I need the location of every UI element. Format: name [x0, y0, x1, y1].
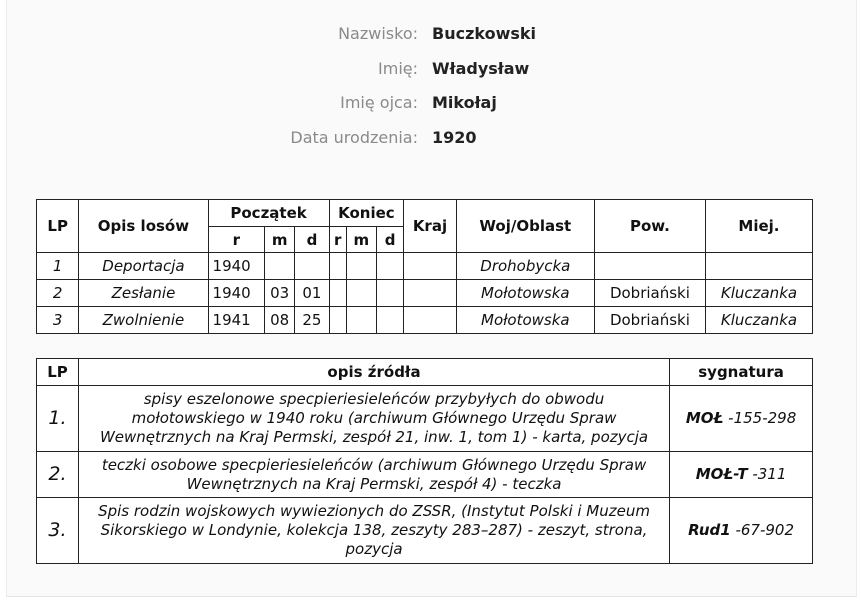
col-kraj: Kraj	[404, 200, 456, 253]
col-poczatek: Początek	[208, 200, 329, 227]
source-lp: 2.	[37, 452, 79, 498]
event-start-month: 03	[265, 280, 295, 307]
father-name-label: Imię ojca:	[340, 93, 418, 112]
sources-table	[36, 358, 813, 564]
event-lp: 1	[37, 253, 79, 280]
event-district: Dobriański	[594, 307, 705, 334]
event-start-day: 25	[295, 307, 329, 334]
event-desc: Deportacja	[79, 253, 208, 280]
surname-value: Buczkowski	[432, 24, 537, 43]
table-row	[37, 253, 813, 280]
signature-code: MOŁ	[685, 409, 724, 427]
event-start-day	[295, 253, 329, 280]
event-district: Dobriański	[594, 280, 705, 307]
col-woj: Woj/Oblast	[456, 200, 594, 253]
event-end-day	[377, 253, 404, 280]
event-end-year	[329, 253, 346, 280]
signature-code: Rud1	[688, 521, 731, 539]
source-signature	[670, 386, 813, 452]
birth-date-row	[7, 126, 856, 161]
source-desc: spisy eszelonowe specpieriesieleńców przybyłych do obwodu mołotowskiego w 1940 roku (archiwum Głównego Urzędu Spraw Wewnętrznych na Kraj Permski, zespół 21, inw. 1, tom 1) - karta, pozycja	[78, 386, 669, 452]
event-end-month	[346, 253, 376, 280]
col-koniec: Koniec	[329, 200, 404, 227]
event-country	[404, 307, 456, 334]
record-panel	[6, 0, 857, 597]
signature-number: -311	[747, 465, 787, 483]
event-oblast: Mołotowska	[456, 307, 594, 334]
event-country	[404, 253, 456, 280]
table-row	[37, 452, 813, 498]
signature-number: -155-298	[723, 409, 797, 427]
event-end-year	[329, 280, 346, 307]
event-district	[594, 253, 705, 280]
col-end-d: d	[377, 227, 404, 253]
event-end-day	[377, 280, 404, 307]
signature-number: -67-902	[730, 521, 794, 539]
birth-date-value: 1920	[432, 127, 477, 147]
table-row	[37, 307, 813, 334]
father-name-value: Mikołaj	[432, 93, 497, 112]
col-start-d: d	[295, 227, 329, 253]
first-name-label: Imię:	[378, 58, 418, 78]
event-place	[705, 253, 812, 280]
event-lp: 3	[37, 307, 79, 334]
event-start-year: 1940	[208, 280, 265, 307]
table-row	[37, 280, 813, 307]
source-desc: Spis rodzin wojskowych wywiezionych do ZSSR, (Instytut Polski i Muzeum Sikorskiego w Londynie, kolekcja 138, zeszyty 283–287) - zeszyt, strona, pozycja	[78, 498, 669, 564]
source-signature	[670, 498, 813, 564]
event-end-month	[346, 307, 376, 334]
col-lp: LP	[37, 200, 79, 253]
col-start-r: r	[208, 227, 265, 253]
source-desc: teczki osobowe specpieriesieleńców (archiwum Głównego Urzędu Spraw Wewnętrznych na Kraj Permski, zespół 4) - teczka	[78, 452, 669, 498]
col-end-m: m	[346, 227, 376, 253]
event-start-month: 08	[265, 307, 295, 334]
event-end-day	[377, 307, 404, 334]
col-source-desc: opis źródła	[78, 359, 669, 386]
col-miej: Miej.	[705, 200, 812, 253]
first-name-row	[7, 57, 856, 92]
person-details	[7, 22, 856, 160]
father-name-row	[7, 91, 856, 126]
source-signature	[670, 452, 813, 498]
event-place: Kluczanka	[705, 307, 812, 334]
event-oblast: Mołotowska	[456, 280, 594, 307]
event-desc: Zwolnienie	[79, 307, 208, 334]
event-start-day: 01	[295, 280, 329, 307]
event-start-year: 1940	[208, 253, 265, 280]
event-end-year	[329, 307, 346, 334]
table-row	[37, 386, 813, 452]
col-start-m: m	[265, 227, 295, 253]
event-start-year: 1941	[208, 307, 265, 334]
event-oblast: Drohobycka	[456, 253, 594, 280]
col-pow: Pow.	[594, 200, 705, 253]
signature-code: MOŁ-T	[695, 465, 748, 483]
event-end-month	[346, 280, 376, 307]
event-desc: Zesłanie	[79, 280, 208, 307]
event-lp: 2	[37, 280, 79, 307]
first-name-value: Władysław	[432, 58, 530, 78]
source-lp: 3.	[37, 498, 79, 564]
col-source-lp: LP	[37, 359, 79, 386]
surname-row	[7, 22, 856, 57]
surname-label: Nazwisko:	[338, 24, 418, 43]
birth-date-label: Data urodzenia:	[290, 127, 418, 147]
source-lp: 1.	[37, 386, 79, 452]
col-end-r: r	[329, 227, 346, 253]
event-country	[404, 280, 456, 307]
event-place: Kluczanka	[705, 280, 812, 307]
col-signature: sygnatura	[670, 359, 813, 386]
event-start-month	[265, 253, 295, 280]
table-row	[37, 498, 813, 564]
events-table	[36, 199, 813, 334]
col-opis: Opis losów	[79, 200, 208, 253]
